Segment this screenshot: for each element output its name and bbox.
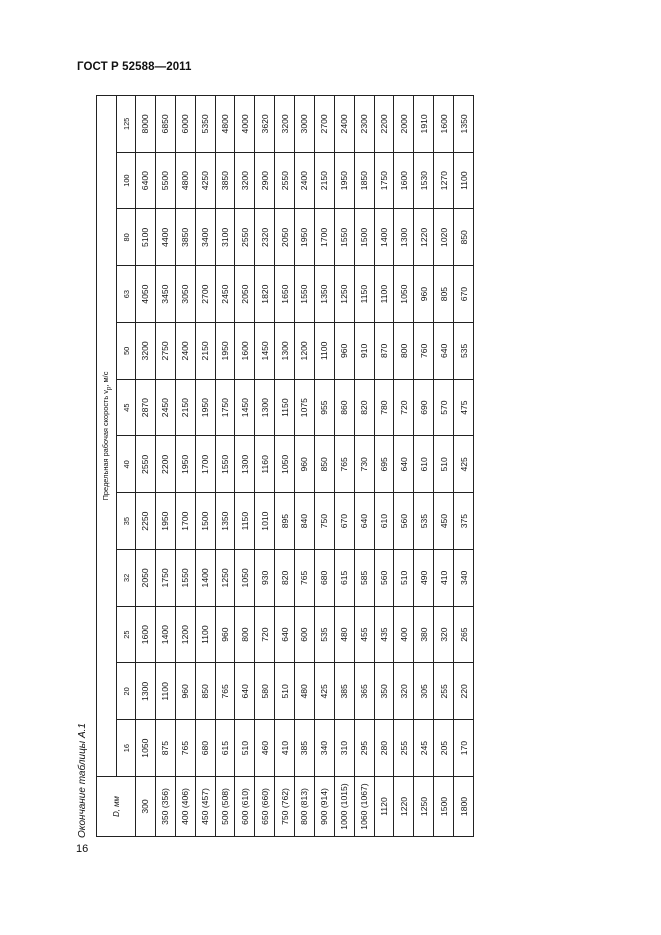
column-header: 80 [117, 209, 136, 266]
diameter-cell: 900 (914) [314, 777, 334, 837]
velocity-cell: 820 [354, 379, 374, 436]
velocity-cell: 2150 [195, 323, 215, 380]
velocity-cell: 670 [454, 266, 474, 323]
velocity-cell: 640 [275, 606, 295, 663]
column-header: 20 [117, 663, 136, 720]
diameter-cell: 1250 [414, 777, 434, 837]
velocity-cell: 4800 [215, 96, 235, 153]
velocity-cell: 760 [414, 323, 434, 380]
velocity-cell: 2150 [175, 379, 195, 436]
velocity-cell: 1100 [155, 663, 175, 720]
velocity-cell: 490 [414, 550, 434, 607]
velocity-cell: 2700 [195, 266, 215, 323]
velocity-cell: 720 [255, 606, 275, 663]
velocity-unit: , м/с [100, 371, 110, 387]
velocity-cell: 2700 [314, 96, 334, 153]
velocity-cell: 170 [454, 720, 474, 777]
velocity-cell: 380 [414, 606, 434, 663]
velocity-cell: 1150 [235, 493, 255, 550]
velocity-cell: 800 [394, 323, 414, 380]
velocity-cell: 850 [454, 209, 474, 266]
velocity-cell: 670 [334, 493, 354, 550]
table-row [314, 96, 334, 837]
diameter-cell: 1500 [434, 777, 454, 837]
velocity-cell: 2000 [394, 96, 414, 153]
velocity-cell: 1950 [195, 379, 215, 436]
velocity-cell: 1100 [195, 606, 215, 663]
velocity-cell: 385 [295, 720, 315, 777]
table-frame [96, 95, 474, 837]
velocity-cell: 1910 [414, 96, 434, 153]
velocity-cell: 1750 [374, 152, 394, 209]
diameter-cell: 800 (813) [295, 777, 315, 837]
diameter-cell: 1120 [374, 777, 394, 837]
velocity-cell: 255 [434, 663, 454, 720]
velocity-cell: 480 [295, 663, 315, 720]
velocity-cell: 910 [354, 323, 374, 380]
diameter-cell: 650 (660) [255, 777, 275, 837]
velocity-cell: 800 [235, 606, 255, 663]
velocity-cell: 2320 [255, 209, 275, 266]
velocity-cell: 1050 [235, 550, 255, 607]
velocity-cell: 535 [314, 606, 334, 663]
velocity-cell: 3450 [155, 266, 175, 323]
velocity-cell: 1500 [354, 209, 374, 266]
table-caption: Окончание таблицы А.1 [77, 723, 88, 838]
velocity-cell: 5500 [155, 152, 175, 209]
velocity-cell: 765 [175, 720, 195, 777]
column-header: 40 [117, 436, 136, 493]
diameter-cell: 300 [136, 777, 156, 837]
velocity-cell: 600 [295, 606, 315, 663]
velocity-cell: 580 [255, 663, 275, 720]
column-header: 63 [117, 266, 136, 323]
velocity-cell: 610 [414, 436, 434, 493]
velocity-cell: 960 [295, 436, 315, 493]
velocity-cell: 780 [374, 379, 394, 436]
velocity-cell: 510 [235, 720, 255, 777]
velocity-cell: 2400 [175, 323, 195, 380]
diameter-cell: 1220 [394, 777, 414, 837]
velocity-subscript: p [105, 386, 113, 390]
velocity-cell: 1530 [414, 152, 434, 209]
velocity-cell: 1850 [354, 152, 374, 209]
velocity-cell: 265 [454, 606, 474, 663]
velocity-cell: 400 [394, 606, 414, 663]
velocity-cell: 4000 [235, 96, 255, 153]
velocity-cell: 1820 [255, 266, 275, 323]
velocity-cell: 510 [394, 550, 414, 607]
velocity-cell: 3200 [136, 323, 156, 380]
velocity-cell: 455 [354, 606, 374, 663]
velocity-cell: 1400 [155, 606, 175, 663]
diameter-cell: 1000 (1015) [334, 777, 354, 837]
velocity-cell: 2400 [295, 152, 315, 209]
velocity-cell: 2300 [354, 96, 374, 153]
velocity-cell: 1950 [215, 323, 235, 380]
velocity-cell: 2450 [155, 379, 175, 436]
velocity-cell: 3000 [295, 96, 315, 153]
velocity-cell: 2900 [255, 152, 275, 209]
velocity-cell: 690 [414, 379, 434, 436]
velocity-cell: 320 [434, 606, 454, 663]
velocity-cell: 3850 [215, 152, 235, 209]
table-row [255, 96, 275, 837]
table-row [235, 96, 255, 837]
velocity-cell: 510 [275, 663, 295, 720]
velocity-cell: 1550 [295, 266, 315, 323]
column-header: 25 [117, 606, 136, 663]
table-header-row-1 [97, 96, 117, 837]
table-header-row-2 [117, 96, 136, 837]
velocity-cell: 6000 [175, 96, 195, 153]
velocity-cell: 535 [454, 323, 474, 380]
velocity-cell: 1200 [295, 323, 315, 380]
velocity-cell: 1010 [255, 493, 275, 550]
velocity-cell: 320 [394, 663, 414, 720]
velocity-cell: 1075 [295, 379, 315, 436]
velocity-cell: 3200 [235, 152, 255, 209]
velocity-cell: 1450 [255, 323, 275, 380]
velocity-cell: 1100 [454, 152, 474, 209]
column-header: 100 [117, 152, 136, 209]
velocity-cell: 875 [155, 720, 175, 777]
velocity-cell: 1950 [295, 209, 315, 266]
velocity-cell: 850 [314, 436, 334, 493]
table-row [195, 96, 215, 837]
velocity-cell: 4800 [175, 152, 195, 209]
velocity-cell: 1300 [235, 436, 255, 493]
velocity-cell: 1270 [434, 152, 454, 209]
diameter-cell: 500 (508) [215, 777, 235, 837]
column-header: 45 [117, 379, 136, 436]
velocity-cell: 2200 [155, 436, 175, 493]
velocity-cell: 840 [295, 493, 315, 550]
velocity-cell: 1550 [334, 209, 354, 266]
page-number: 16 [76, 843, 89, 855]
table-row [155, 96, 175, 837]
velocity-cell: 960 [175, 663, 195, 720]
velocity-cell: 410 [434, 550, 454, 607]
velocity-cell: 385 [334, 663, 354, 720]
table-row [215, 96, 235, 837]
velocity-cell: 340 [454, 550, 474, 607]
velocity-cell: 8000 [136, 96, 156, 153]
velocity-cell: 680 [314, 550, 334, 607]
velocity-cell: 1250 [334, 266, 354, 323]
velocity-cell: 615 [334, 550, 354, 607]
velocity-cell: 425 [314, 663, 334, 720]
velocity-cell: 4050 [136, 266, 156, 323]
diameter-cell: 1800 [454, 777, 474, 837]
velocity-cell: 560 [394, 493, 414, 550]
velocity-cell: 3100 [215, 209, 235, 266]
velocity-cell: 245 [414, 720, 434, 777]
velocity-cell: 1750 [155, 550, 175, 607]
table-row [374, 96, 394, 837]
velocity-cell: 4250 [195, 152, 215, 209]
velocity-cell: 1160 [255, 436, 275, 493]
velocity-cell: 205 [434, 720, 454, 777]
velocity-cell: 680 [195, 720, 215, 777]
document-header: ГОСТ Р 52588—2011 [77, 61, 192, 73]
velocity-cell: 6850 [155, 96, 175, 153]
velocity-cell: 475 [454, 379, 474, 436]
velocity-cell: 1100 [374, 266, 394, 323]
velocity-cell: 1400 [374, 209, 394, 266]
velocity-cell: 2050 [235, 266, 255, 323]
velocity-cell: 255 [394, 720, 414, 777]
velocity-cell: 850 [195, 663, 215, 720]
velocity-cell: 1450 [235, 379, 255, 436]
velocity-cell: 295 [354, 720, 374, 777]
velocity-cell: 2050 [136, 550, 156, 607]
velocity-cell: 6400 [136, 152, 156, 209]
diameter-cell: 600 (610) [235, 777, 255, 837]
velocity-cell: 1950 [175, 436, 195, 493]
table-row [414, 96, 434, 837]
velocity-cell: 3620 [255, 96, 275, 153]
velocity-cell: 5350 [195, 96, 215, 153]
velocity-cell: 535 [414, 493, 434, 550]
table-row [334, 96, 354, 837]
velocity-cell: 3200 [275, 96, 295, 153]
velocity-table [96, 95, 474, 837]
velocity-cell: 560 [374, 550, 394, 607]
velocity-cell: 1750 [215, 379, 235, 436]
velocity-cell: 2150 [314, 152, 334, 209]
velocity-cell: 5100 [136, 209, 156, 266]
velocity-cell: 3850 [175, 209, 195, 266]
velocity-cell: 1650 [275, 266, 295, 323]
velocity-cell: 220 [454, 663, 474, 720]
velocity-cell: 570 [434, 379, 454, 436]
velocity-cell: 410 [275, 720, 295, 777]
velocity-cell: 960 [215, 606, 235, 663]
velocity-cell: 730 [354, 436, 374, 493]
velocity-cell: 1300 [394, 209, 414, 266]
diameter-cell: 1060 (1067) [354, 777, 374, 837]
velocity-cell: 895 [275, 493, 295, 550]
velocity-cell: 480 [334, 606, 354, 663]
velocity-header-text: Предельная рабочая скорость v [100, 389, 110, 501]
velocity-cell: 930 [255, 550, 275, 607]
velocity-cell: 1020 [434, 209, 454, 266]
velocity-cell: 2450 [215, 266, 235, 323]
velocity-cell: 820 [275, 550, 295, 607]
velocity-cell: 2200 [374, 96, 394, 153]
table-body [136, 96, 474, 837]
table-row [295, 96, 315, 837]
velocity-cell: 2400 [334, 96, 354, 153]
velocity-cell: 960 [334, 323, 354, 380]
velocity-cell: 1300 [275, 323, 295, 380]
velocity-cell: 1220 [414, 209, 434, 266]
velocity-cell: 695 [374, 436, 394, 493]
velocity-cell: 805 [434, 266, 454, 323]
velocity-cell: 1700 [314, 209, 334, 266]
velocity-cell: 610 [374, 493, 394, 550]
velocity-cell: 2550 [235, 209, 255, 266]
velocity-cell: 1600 [434, 96, 454, 153]
velocity-cell: 720 [394, 379, 414, 436]
velocity-cell: 280 [374, 720, 394, 777]
velocity-cell: 860 [334, 379, 354, 436]
table-row [354, 96, 374, 837]
velocity-cell: 1600 [394, 152, 414, 209]
velocity-cell: 1300 [255, 379, 275, 436]
velocity-cell: 1950 [334, 152, 354, 209]
velocity-cell: 1550 [175, 550, 195, 607]
velocity-cell: 640 [354, 493, 374, 550]
velocity-cell: 2550 [136, 436, 156, 493]
velocity-cell: 1200 [175, 606, 195, 663]
velocity-cell: 1150 [275, 379, 295, 436]
velocity-cell: 510 [434, 436, 454, 493]
diameter-header: D, мм [97, 777, 136, 837]
velocity-cell: 585 [354, 550, 374, 607]
velocity-header [97, 96, 117, 777]
velocity-cell: 435 [374, 606, 394, 663]
table-row [275, 96, 295, 837]
velocity-cell: 350 [374, 663, 394, 720]
velocity-cell: 615 [215, 720, 235, 777]
velocity-cell: 310 [334, 720, 354, 777]
column-header: 50 [117, 323, 136, 380]
velocity-cell: 1350 [454, 96, 474, 153]
velocity-cell: 1950 [155, 493, 175, 550]
velocity-cell: 1600 [235, 323, 255, 380]
column-header: 35 [117, 493, 136, 550]
table-row [394, 96, 414, 837]
velocity-cell: 2250 [136, 493, 156, 550]
velocity-cell: 765 [334, 436, 354, 493]
velocity-cell: 640 [434, 323, 454, 380]
column-header: 16 [117, 720, 136, 777]
table-row [434, 96, 454, 837]
velocity-cell: 870 [374, 323, 394, 380]
velocity-cell: 305 [414, 663, 434, 720]
velocity-cell: 2550 [275, 152, 295, 209]
velocity-cell: 365 [354, 663, 374, 720]
velocity-cell: 1050 [136, 720, 156, 777]
velocity-cell: 1500 [195, 493, 215, 550]
velocity-cell: 955 [314, 379, 334, 436]
velocity-cell: 1700 [175, 493, 195, 550]
table-row [175, 96, 195, 837]
velocity-cell: 3400 [195, 209, 215, 266]
velocity-cell: 1700 [195, 436, 215, 493]
diameter-cell: 750 (762) [275, 777, 295, 837]
velocity-cell: 765 [215, 663, 235, 720]
column-header: 125 [117, 96, 136, 153]
velocity-cell: 1600 [136, 606, 156, 663]
table-row [454, 96, 474, 837]
velocity-cell: 2750 [155, 323, 175, 380]
velocity-cell: 1350 [215, 493, 235, 550]
velocity-cell: 425 [454, 436, 474, 493]
velocity-cell: 450 [434, 493, 454, 550]
velocity-cell: 1400 [195, 550, 215, 607]
velocity-cell: 1250 [215, 550, 235, 607]
velocity-cell: 1350 [314, 266, 334, 323]
velocity-cell: 960 [414, 266, 434, 323]
table-row [136, 96, 156, 837]
velocity-cell: 3050 [175, 266, 195, 323]
velocity-cell: 1300 [136, 663, 156, 720]
velocity-cell: 765 [295, 550, 315, 607]
rotated-table-wrapper [96, 95, 474, 837]
velocity-cell: 1050 [394, 266, 414, 323]
velocity-cell: 2870 [136, 379, 156, 436]
velocity-cell: 1100 [314, 323, 334, 380]
column-header: 32 [117, 550, 136, 607]
velocity-cell: 1550 [215, 436, 235, 493]
velocity-cell: 375 [454, 493, 474, 550]
velocity-cell: 340 [314, 720, 334, 777]
diameter-cell: 400 (406) [175, 777, 195, 837]
velocity-cell: 640 [235, 663, 255, 720]
diameter-cell: 350 (356) [155, 777, 175, 837]
velocity-cell: 2050 [275, 209, 295, 266]
velocity-cell: 750 [314, 493, 334, 550]
velocity-cell: 4400 [155, 209, 175, 266]
velocity-cell: 1050 [275, 436, 295, 493]
velocity-cell: 1150 [354, 266, 374, 323]
velocity-cell: 460 [255, 720, 275, 777]
velocity-cell: 640 [394, 436, 414, 493]
diameter-cell: 450 (457) [195, 777, 215, 837]
